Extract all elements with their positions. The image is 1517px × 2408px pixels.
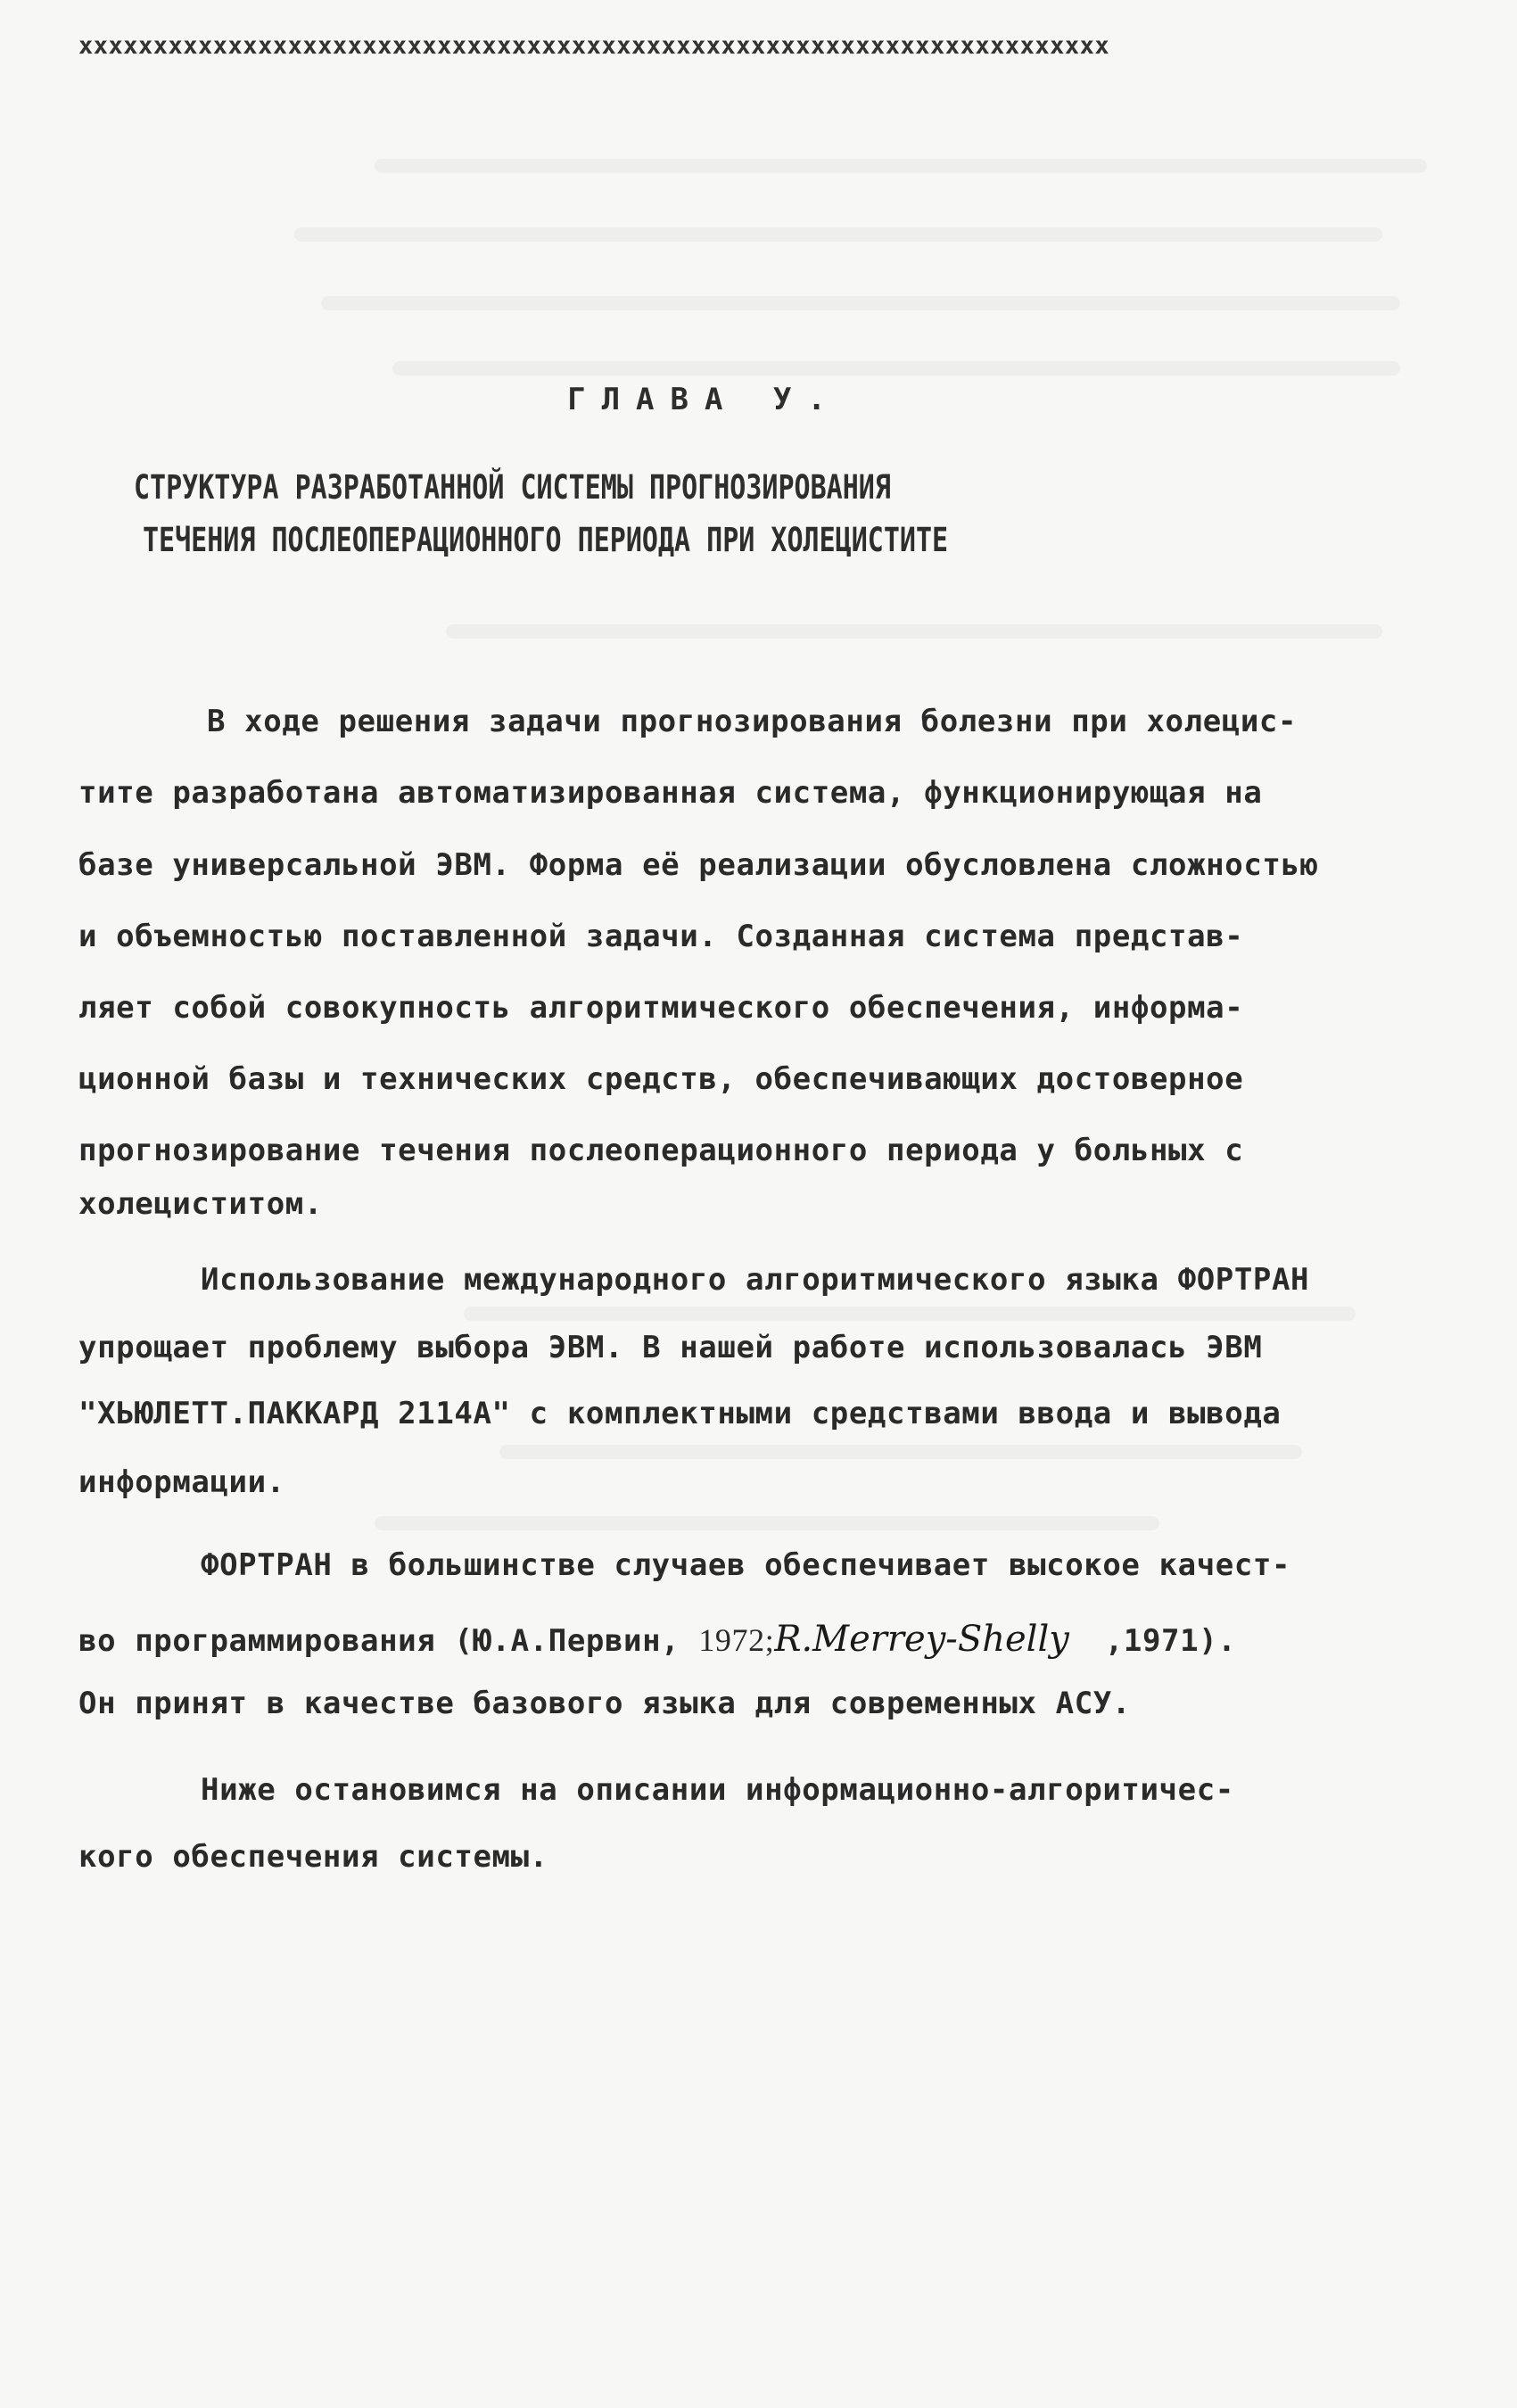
paragraph-3-line-3: Он принят в качестве базового языка для современных АСУ. <box>78 1686 1131 1721</box>
paragraph-3-line-2-text: во программирования (Ю.А.Первин, <box>78 1623 699 1659</box>
show-through-trace <box>375 1516 1159 1530</box>
handwritten-citation: R.Merrey-Shelly <box>774 1619 1069 1660</box>
paragraph-2-line-4: информации. <box>78 1464 285 1500</box>
paragraph-1-line-7: прогнозирование течения послеоперационного периода у больных с <box>78 1133 1244 1168</box>
show-through-trace <box>375 159 1427 173</box>
paragraph-1-line-4: и объемностью поставленной задачи. Созданная система представ- <box>78 919 1244 954</box>
paragraph-1-line-6: ционной базы и технических средств, обеспечивающих достоверное <box>78 1061 1244 1097</box>
paragraph-1-line-5: ляет собой совокупность алгоритмического обеспечения, информа- <box>78 990 1244 1026</box>
show-through-trace <box>392 361 1400 375</box>
paragraph-2-line-3: "ХЬЮЛЕТТ.ПАККАРД 2114А" с комплектными средствами ввода и вывода <box>78 1396 1282 1431</box>
chapter-title-line-2: ТЕЧЕНИЯ ПОСЛЕОПЕРАЦИОННОГО ПЕРИОДА ПРИ ХОЛЕЦИСТИТЕ <box>143 521 949 560</box>
paragraph-1-line-3: базе универсальной ЭВМ. Форма её реализации обусловлена сложностью <box>78 847 1319 883</box>
paragraph-1-line-8: холециститом. <box>78 1186 323 1222</box>
paragraph-4-line-2: кого обеспечения системы. <box>78 1839 548 1875</box>
paragraph-3-line-2 <box>78 1619 1237 1660</box>
show-through-trace <box>321 296 1400 310</box>
show-through-trace <box>446 624 1382 639</box>
chapter-label: ГЛАВА У. <box>567 382 842 417</box>
show-through-trace <box>464 1307 1356 1321</box>
citation-year-2: ,1971). <box>1104 1623 1237 1659</box>
paragraph-1-line-2: тите разработана автоматизированная система, функционирующая на <box>78 775 1263 811</box>
paragraph-4-line-1: Ниже остановимся на описании информационно-алгоритичес- <box>201 1772 1234 1808</box>
show-through-trace <box>294 227 1382 242</box>
paragraph-2-line-1: Использование международного алгоритмического языка ФОРТРАН <box>201 1262 1310 1298</box>
header-separator: xxxxxxxxxxxxxxxxxxxxxxxxxxxxxxxxxxxxxxxxxxxxxxxxxxxxxxxxxxxxxxxxxxxxx <box>78 32 1110 60</box>
paragraph-1-line-1: В ходе решения задачи прогнозирования болезни при холецис- <box>207 704 1298 739</box>
paragraph-2-line-2: упрощает проблему выбора ЭВМ. В нашей работе использовалась ЭВМ <box>78 1330 1263 1365</box>
chapter-title-line-1: СТРУКТУРА РАЗРАБОТАННОЙ СИСТЕМЫ ПРОГНОЗИРОВАНИЯ <box>134 468 891 507</box>
citation-year-1: 1972; <box>698 1622 775 1658</box>
paragraph-3-line-1: ФОРТРАН в большинстве случаев обеспечивает высокое качест- <box>201 1547 1291 1583</box>
show-through-trace <box>499 1445 1302 1459</box>
